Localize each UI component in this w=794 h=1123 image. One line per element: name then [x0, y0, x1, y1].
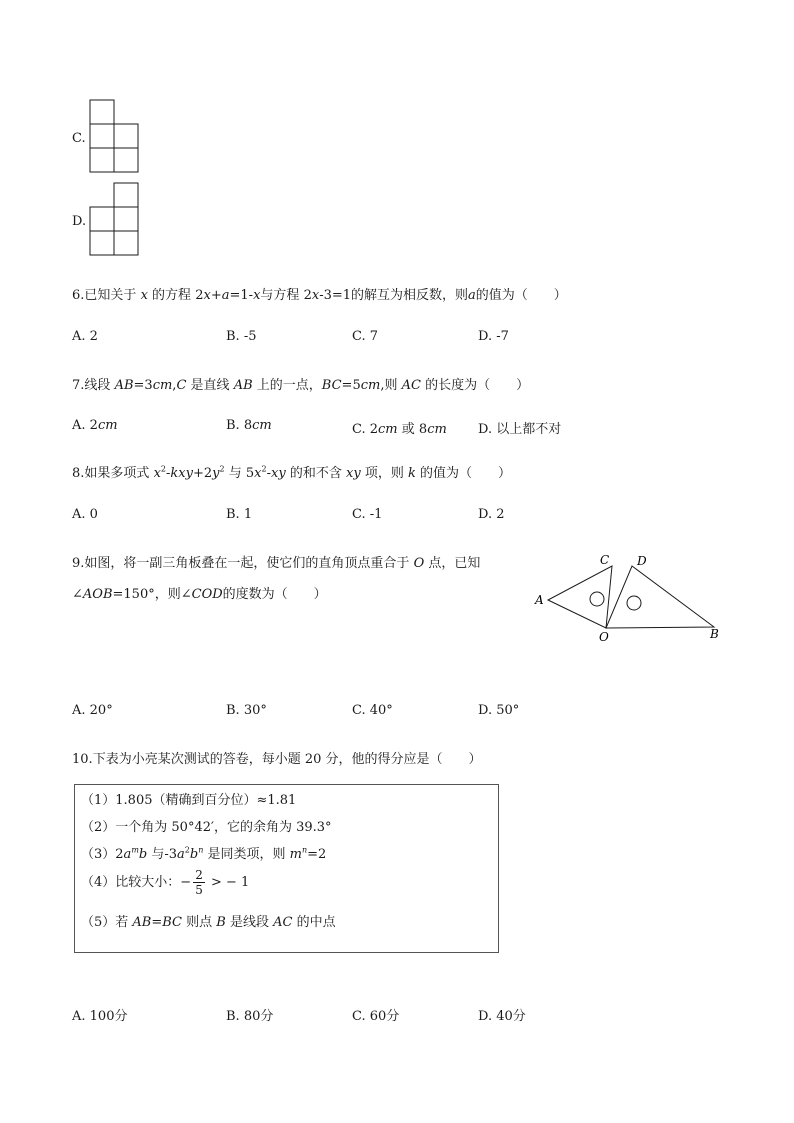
- label-c: C: [600, 553, 610, 567]
- label-a: A: [535, 593, 544, 607]
- q10-option-b[interactable]: B. 80分: [226, 1009, 274, 1024]
- q8-option-c[interactable]: C. -1: [352, 507, 383, 522]
- option-d-grid-figure: [88, 181, 142, 259]
- label-d: D: [637, 554, 647, 568]
- triangle-aoc: [548, 566, 612, 628]
- answer-sheet-box: [74, 784, 499, 953]
- question-10-stem: 10.下表为小亮某次测试的答卷，每小题 20 分，他的得分应是（ ）: [72, 752, 482, 767]
- triangle-set-figure: [528, 548, 728, 648]
- q7-option-b[interactable]: B. 8cm: [226, 418, 272, 433]
- question-9-stem-line1: 9.如图，将一副三角板叠在一起，使它们的直角顶点重合于 O 点，已知: [72, 556, 481, 571]
- q9-option-a[interactable]: A. 20°: [72, 703, 113, 718]
- q6-option-b[interactable]: B. -5: [226, 329, 257, 344]
- q6-option-d[interactable]: D. -7: [478, 329, 509, 344]
- q6-option-a[interactable]: A. 2: [72, 329, 98, 344]
- triangle-odb: [606, 566, 714, 628]
- q10-option-a[interactable]: A. 100分: [72, 1009, 128, 1024]
- q7-option-c[interactable]: C. 2cm 或 8cm: [352, 422, 447, 437]
- question-9-stem-line2: ∠AOB=150°，则∠COD的度数为（ ）: [72, 587, 327, 602]
- answer-row-4: （4）比较大小：− $\frac{2}{5}$ > − 1: [81, 868, 250, 897]
- question-6-stem: 6.已知关于 x 的方程 2x+a=1-x与方程 2x-3=1的解互为相反数，则a的值为（ ）: [72, 288, 567, 303]
- option-d-label: D.: [72, 214, 87, 229]
- answer-row-1: （1）1.805（精确到百分位）≈1.81: [81, 793, 297, 808]
- hole-circle-right: [627, 596, 641, 610]
- q9-option-d[interactable]: D. 50°: [478, 703, 520, 718]
- q8-option-d[interactable]: D. 2: [478, 507, 505, 522]
- q10-option-d[interactable]: D. 40分: [478, 1009, 526, 1024]
- q7-option-d[interactable]: D. 以上都不对: [478, 422, 562, 437]
- q7-option-a[interactable]: A. 2cm: [72, 418, 118, 433]
- answer-row-2: （2）一个角为 50°42′，它的余角为 39.3°: [81, 820, 332, 835]
- option-c-label: C.: [72, 131, 86, 146]
- q8-option-a[interactable]: A. 0: [72, 507, 98, 522]
- hole-circle-left: [590, 592, 604, 606]
- question-8-stem: 8.如果多项式 $x^2-kxy+2y^2$ 与 $5x^2-xy$ 的和不含 xy 项，则 k 的值为（ ）: [72, 464, 512, 481]
- fraction-two-fifths: $\frac{2}{5}$: [195, 868, 203, 897]
- q9-option-c[interactable]: C. 40°: [352, 703, 393, 718]
- question-7-stem: 7.线段 AB=3cm,C 是直线 AB 上的一点，BC=5cm,则 AC 的长度为（ ）: [72, 378, 530, 393]
- label-o: O: [599, 630, 609, 644]
- option-c-grid-figure: [88, 98, 142, 176]
- q9-option-b[interactable]: B. 30°: [226, 703, 267, 718]
- q8-option-b[interactable]: B. 1: [226, 507, 253, 522]
- label-b: B: [710, 627, 719, 641]
- q6-option-c[interactable]: C. 7: [352, 329, 379, 344]
- q10-option-c[interactable]: C. 60分: [352, 1009, 400, 1024]
- answer-row-5: （5）若 AB=BC 则点 B 是线段 AC 的中点: [81, 915, 336, 930]
- answer-row-3: $(3)2a^mb$ 与$-3a^2b^n$ 是同类项，则 $m^n=2$: [81, 845, 327, 862]
